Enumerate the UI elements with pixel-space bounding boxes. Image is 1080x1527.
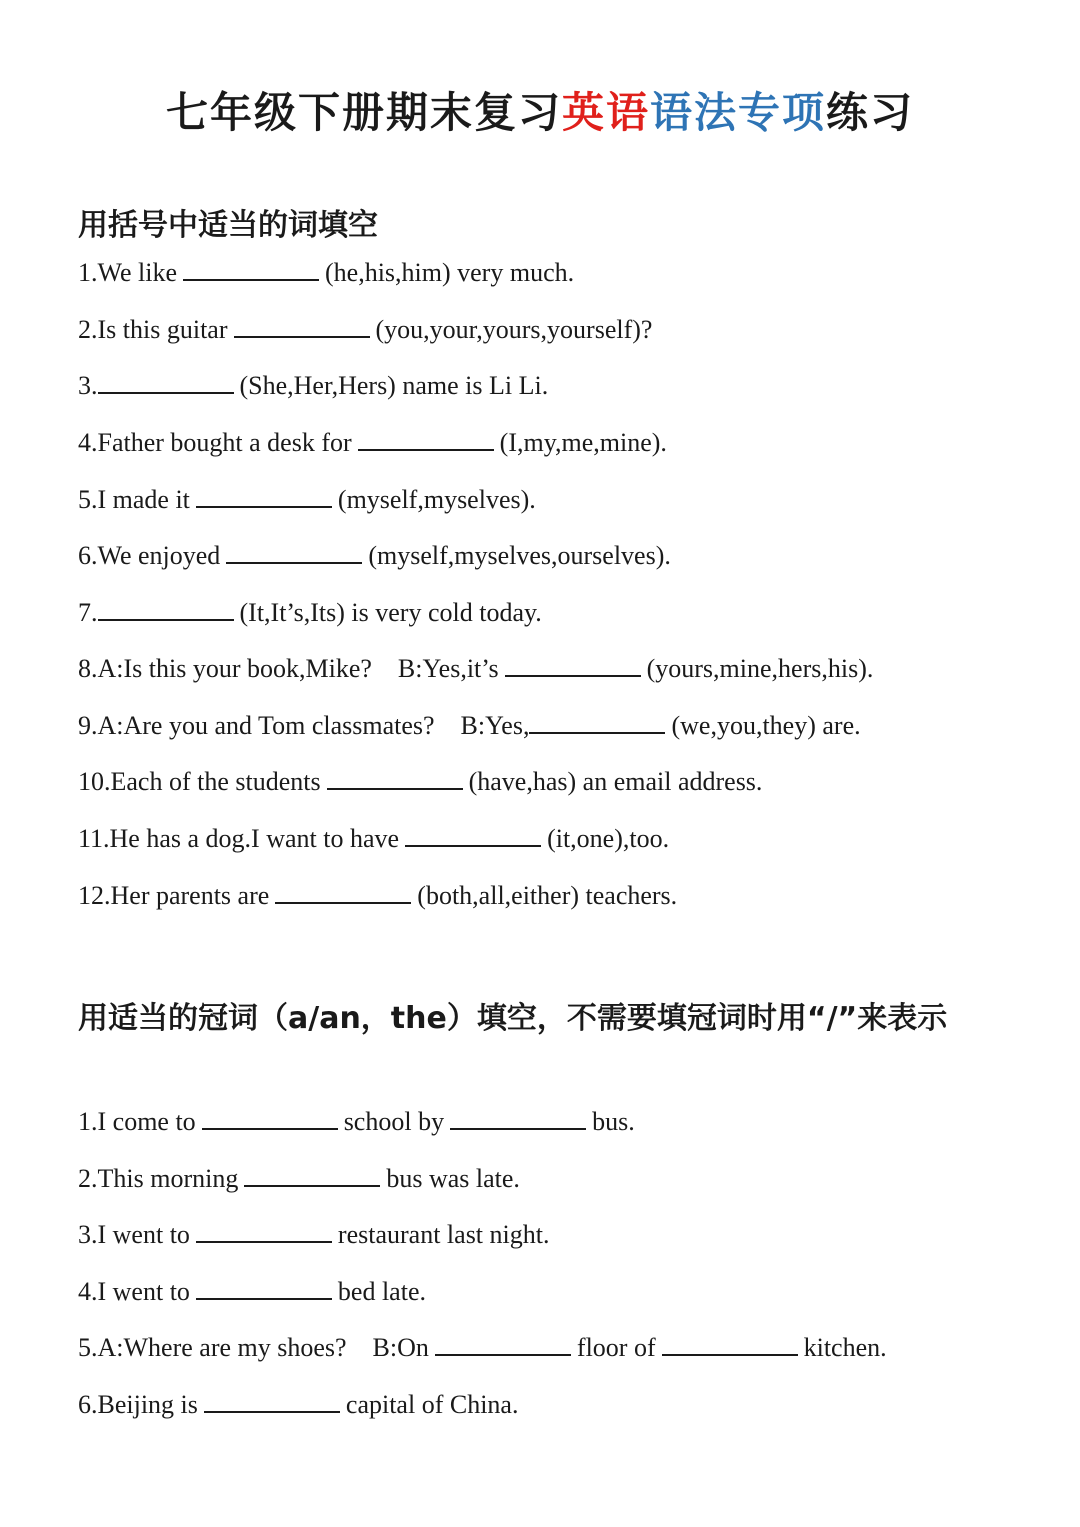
- section-1-heading: 用括号中适当的词填空: [78, 208, 378, 243]
- answer-blank[interactable]: [244, 1163, 380, 1187]
- answer-blank[interactable]: [435, 1332, 571, 1356]
- s1-question-8: 8.A:Is this your book,Mike? B:Yes,it’s (yours,mine,hers,his).: [78, 654, 874, 683]
- s1-question-10: 10.Each of the students (have,has) an email address.: [78, 767, 763, 796]
- s1-question-1: 1.We like (he,his,him) very much.: [78, 258, 575, 287]
- answer-blank[interactable]: [662, 1332, 798, 1356]
- s1-question-11: 11.He has a dog.I want to have (it,one),too.: [78, 824, 670, 853]
- answer-blank[interactable]: [196, 484, 332, 508]
- s1-question-12: 12.Her parents are (both,all,either) teachers.: [78, 881, 678, 910]
- s2-question-3: 3.I went to restaurant last night.: [78, 1220, 550, 1249]
- answer-blank[interactable]: [275, 880, 411, 904]
- title-part-2: 英语: [561, 88, 650, 137]
- answer-blank[interactable]: [234, 314, 370, 338]
- s2-question-4: 4.I went to bed late.: [78, 1277, 426, 1306]
- answer-blank[interactable]: [529, 710, 665, 734]
- s1-question-4: 4.Father bought a desk for (I,my,me,mine).: [78, 428, 667, 457]
- s1-question-6: 6.We enjoyed (myself,myselves,ourselves).: [78, 541, 671, 570]
- title-part-3: 语法专项: [650, 88, 827, 137]
- answer-blank[interactable]: [183, 257, 319, 281]
- s2-question-6: 6.Beijing is capital of China.: [78, 1390, 519, 1419]
- answer-blank[interactable]: [226, 540, 362, 564]
- answer-blank[interactable]: [327, 766, 463, 790]
- answer-blank[interactable]: [98, 370, 234, 394]
- title-part-4: 练习: [826, 88, 915, 137]
- section-2-heading: 用适当的冠词（a/an，the）填空，不需要填冠词时用“/”来表示: [78, 1001, 948, 1036]
- s1-question-9: 9.A:Are you and Tom classmates? B:Yes, (we,you,they) are.: [78, 711, 861, 740]
- answer-blank[interactable]: [202, 1106, 338, 1130]
- answer-blank[interactable]: [505, 653, 641, 677]
- answer-blank[interactable]: [196, 1276, 332, 1300]
- s2-question-2: 2.This morning bus was late.: [78, 1164, 520, 1193]
- answer-blank[interactable]: [358, 427, 494, 451]
- answer-blank[interactable]: [450, 1106, 586, 1130]
- s1-question-5: 5.I made it (myself,myselves).: [78, 485, 536, 514]
- answer-blank[interactable]: [98, 597, 234, 621]
- answer-blank[interactable]: [196, 1219, 332, 1243]
- s1-question-2: 2.Is this guitar (you,your,yours,yourself)?: [78, 315, 653, 344]
- answer-blank[interactable]: [405, 823, 541, 847]
- s2-question-1: 1.I come to school by bus.: [78, 1107, 635, 1136]
- s2-question-5: 5.A:Where are my shoes? B:On floor of kitchen.: [78, 1333, 887, 1362]
- s1-question-7: 7. (It,It’s,Its) is very cold today.: [78, 598, 542, 627]
- answer-blank[interactable]: [204, 1389, 340, 1413]
- page-title: [0, 88, 1080, 138]
- title-part-1: 七年级下册期末复习: [165, 88, 562, 137]
- s1-question-3: 3. (She,Her,Hers) name is Li Li.: [78, 371, 549, 400]
